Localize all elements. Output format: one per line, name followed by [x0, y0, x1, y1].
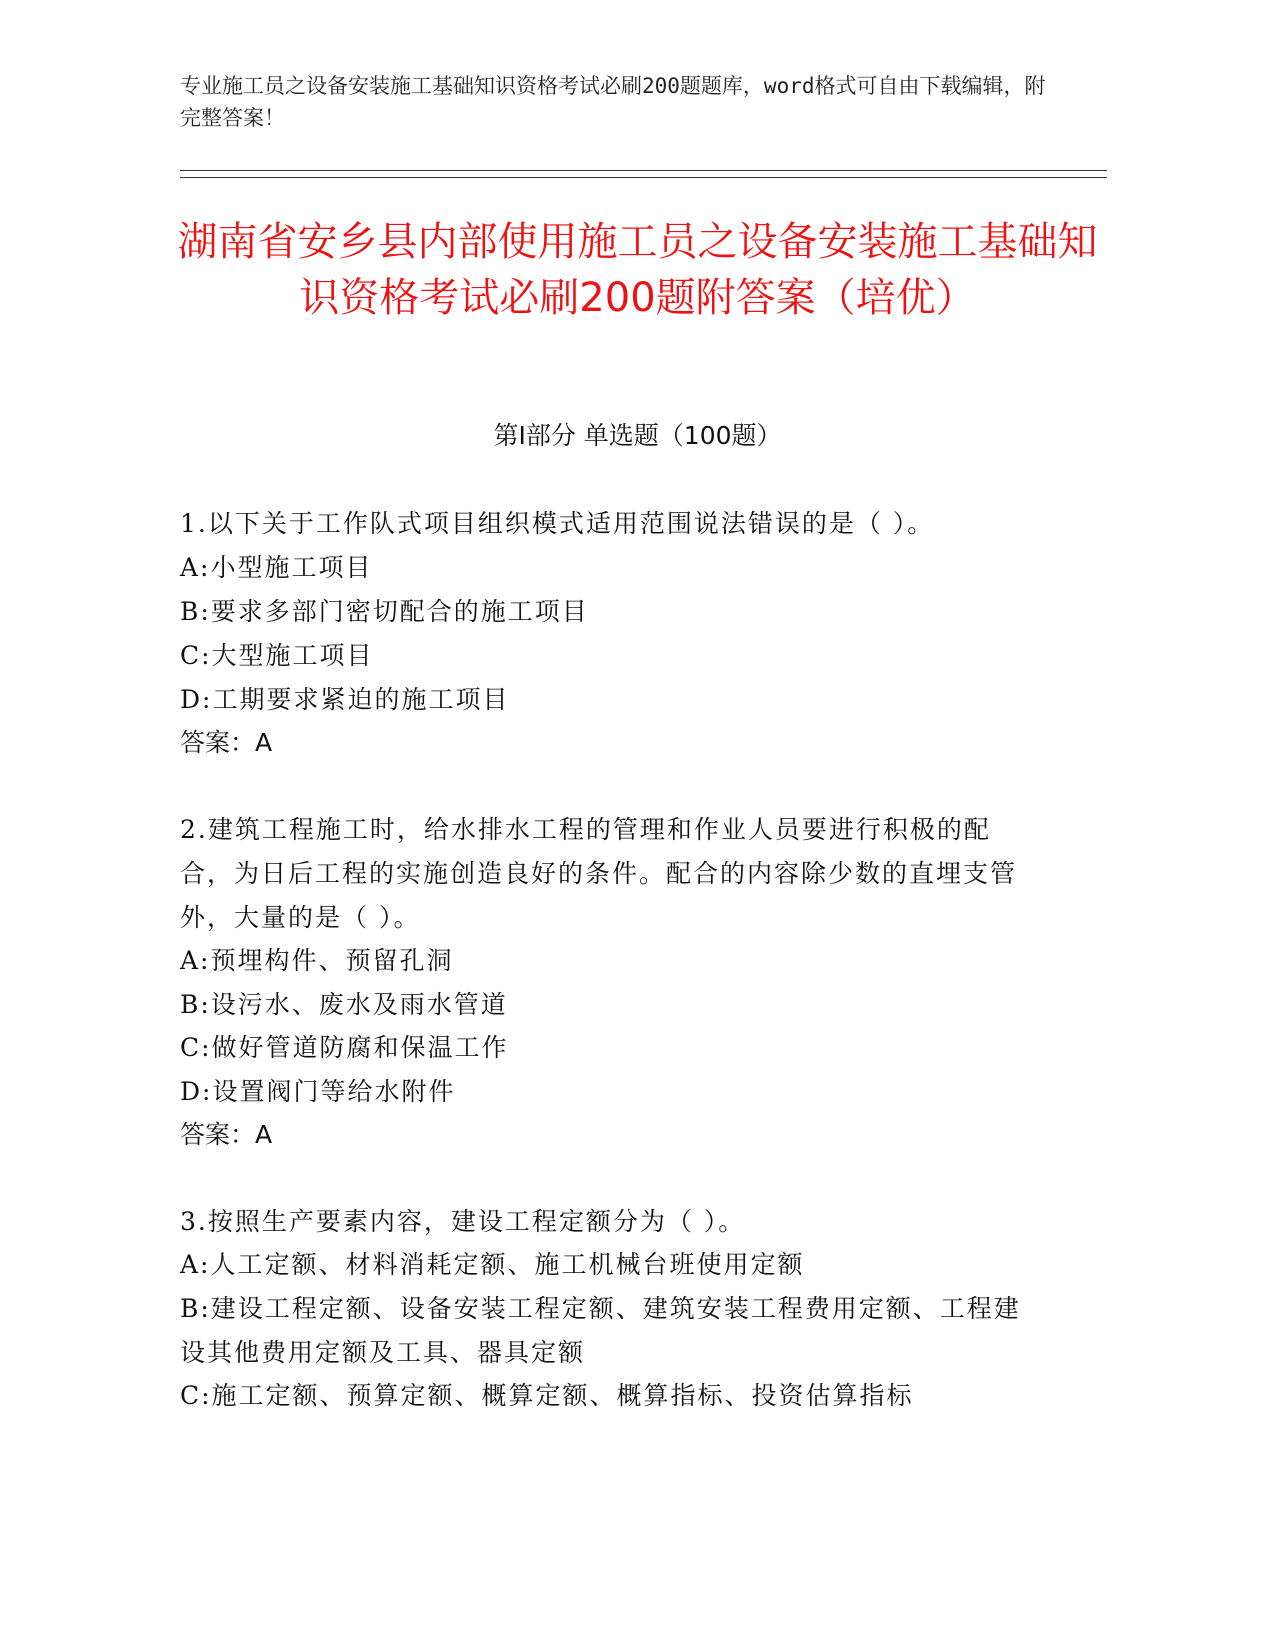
section-heading: 第I部分 单选题（100题）: [493, 421, 782, 450]
header-rule-thin: [180, 177, 1107, 178]
question-2-option-b: B:设污水、废水及雨水管道: [180, 990, 508, 1019]
header-rule-thick: [180, 170, 1107, 171]
question-2-option-d: D:设置阀门等给水附件: [180, 1077, 456, 1106]
document-title: 湖南省安乡县内部使用施工员之设备安装施工基础知识资格考试必刷200题附答案（培优）: [177, 219, 1098, 321]
question-3-option-a: A:人工定额、材料消耗定额、施工机械台班使用定额: [180, 1250, 805, 1279]
question-2-stem: 2.建筑工程施工时，给水排水工程的管理和作业人员要进行积极的配合，为日后工程的实施创造良好的条件。配合的内容除少数的直埋支管外，大量的是（ ）。: [180, 815, 1018, 932]
question-3-option-c: C:施工定额、预算定额、概算定额、概算指标、投资估算指标: [180, 1381, 914, 1410]
question-3-option-b: B:建设工程定额、设备安装工程定额、建筑安装工程费用定额、工程建设其他费用定额及工具、器具定额: [180, 1294, 1021, 1367]
question-3-stem: 3.按照生产要素内容，建设工程定额分为（ ）。: [180, 1207, 746, 1236]
question-1-stem: 1.以下关于工作队式项目组织模式适用范围说法错误的是（ ）。: [180, 509, 935, 538]
question-2-answer: 答案：A: [180, 1120, 273, 1149]
question-2-option-a: A:预埋构件、预留孔洞: [180, 946, 454, 975]
question-1-answer: 答案：A: [180, 728, 273, 757]
header-note: 专业施工员之设备安装施工基础知识资格考试必刷200题题库，word格式可自由下载编辑，附完整答案！: [180, 74, 1046, 130]
question-1-option-c: C:大型施工项目: [180, 641, 374, 670]
question-1-option-b: B:要求多部门密切配合的施工项目: [180, 597, 589, 626]
question-2-option-c: C:做好管道防腐和保温工作: [180, 1033, 509, 1062]
question-1-option-a: A:小型施工项目: [180, 553, 373, 582]
question-1-option-d: D:工期要求紧迫的施工项目: [180, 685, 510, 714]
